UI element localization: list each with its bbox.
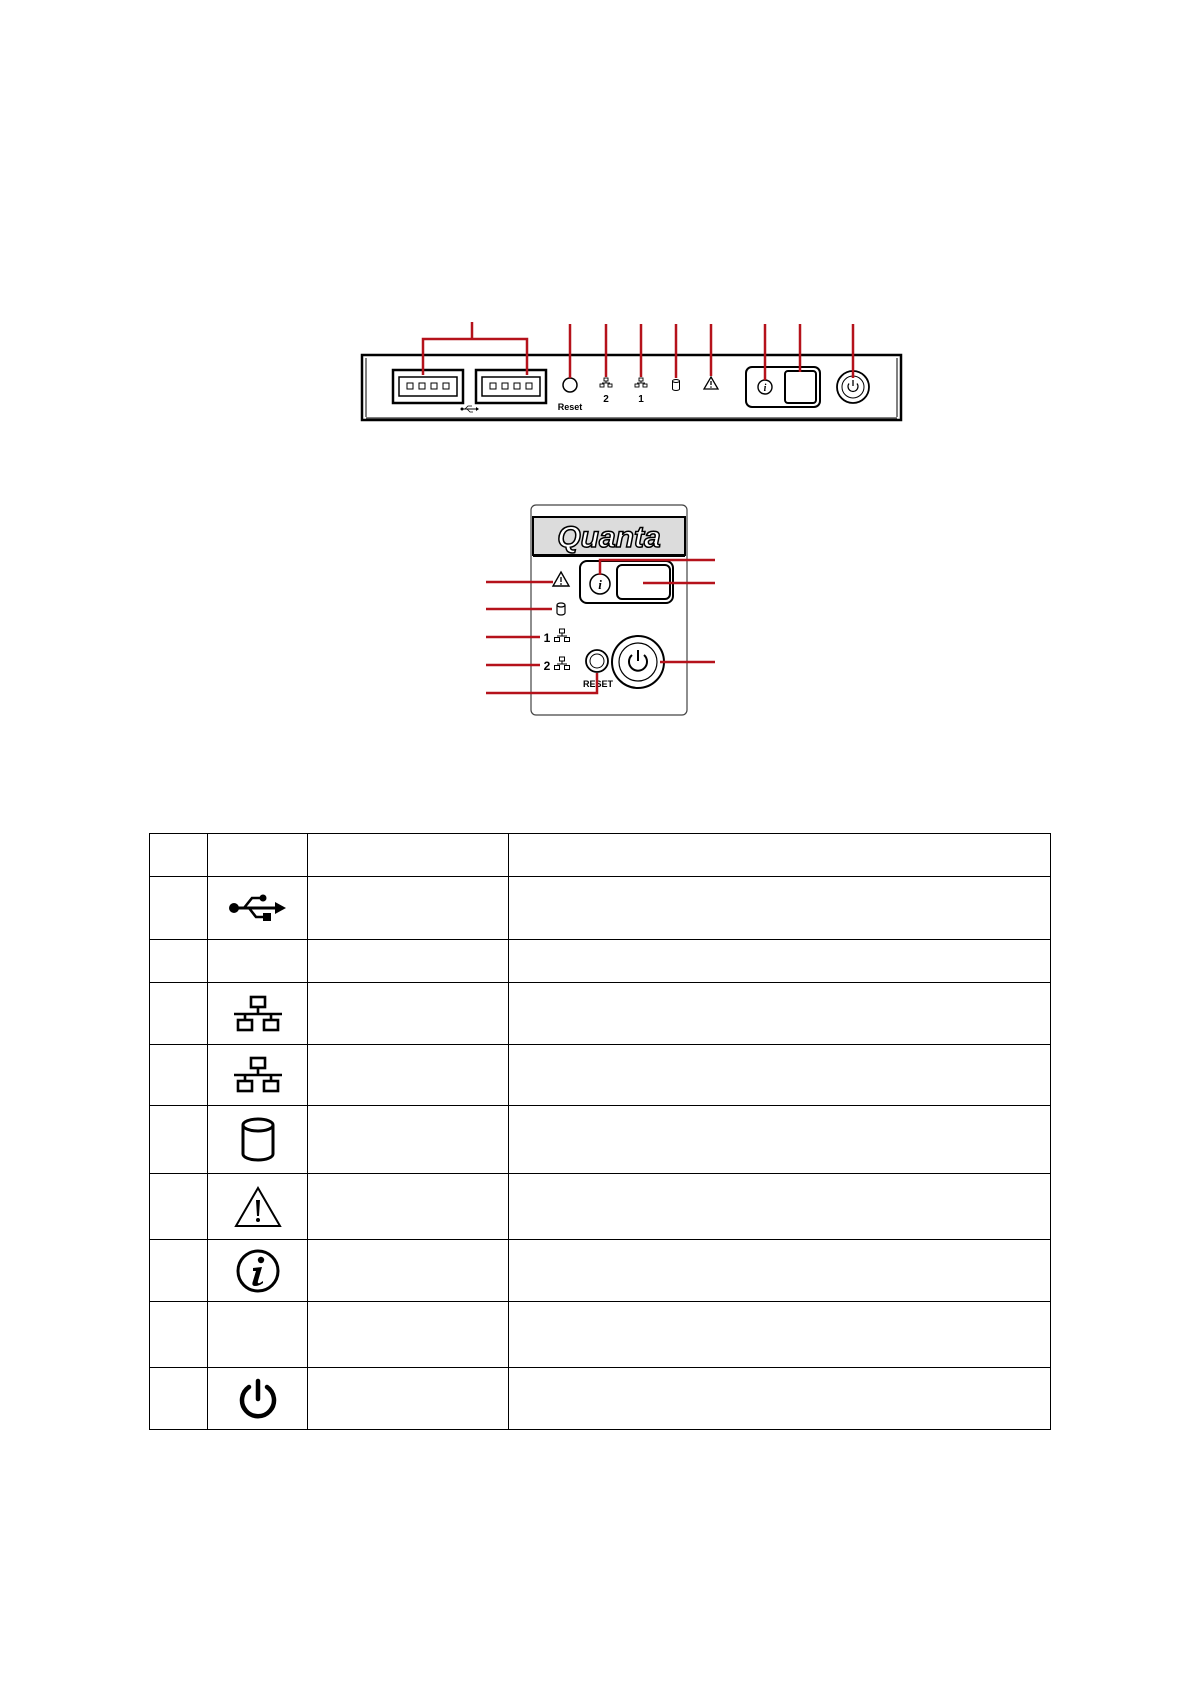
hdd-icon	[557, 603, 565, 615]
id-led-window	[785, 371, 816, 403]
warning-icon	[553, 572, 569, 586]
network-icon	[600, 378, 612, 387]
table-row	[150, 1302, 1051, 1368]
power-icon	[236, 1377, 280, 1421]
reset-label: RESET	[582, 679, 614, 689]
front-panel-figures	[0, 0, 1190, 830]
reset-button	[586, 650, 608, 672]
reset-button	[563, 378, 577, 392]
front-panel-1u	[362, 322, 901, 420]
row-no	[150, 1302, 208, 1368]
row-icon	[208, 940, 308, 983]
row-no	[150, 877, 208, 940]
usb-port	[393, 370, 463, 403]
lan2-label: 2	[543, 659, 551, 673]
hdd-icon	[673, 380, 680, 391]
lan1-label: 1	[543, 631, 551, 645]
info-icon	[235, 1248, 281, 1294]
row-no	[150, 1240, 208, 1302]
brand-logo: Quanta	[557, 521, 661, 554]
row-name	[308, 1368, 509, 1430]
row-no	[150, 1106, 208, 1174]
legend-table	[149, 833, 1051, 1430]
header-no	[150, 834, 208, 877]
row-no	[150, 983, 208, 1045]
network-icon	[232, 1056, 284, 1094]
table-row	[150, 877, 1051, 940]
svg-text:i: i	[598, 577, 602, 592]
table-row	[150, 1106, 1051, 1174]
table-row	[150, 983, 1051, 1045]
row-no	[150, 1174, 208, 1240]
front-panel-2u	[486, 505, 715, 715]
usb-icon	[228, 893, 288, 923]
row-description	[509, 940, 1051, 983]
row-name	[308, 877, 509, 940]
id-button-bezel	[746, 367, 820, 407]
header-name	[308, 834, 509, 877]
table-row	[150, 1240, 1051, 1302]
usb-icon	[461, 406, 480, 412]
row-name	[308, 1045, 509, 1106]
table-row	[150, 1368, 1051, 1430]
row-description	[509, 1106, 1051, 1174]
table-row	[150, 1045, 1051, 1106]
row-name	[308, 1302, 509, 1368]
row-icon	[208, 1302, 308, 1368]
table-row	[150, 940, 1051, 983]
header-description	[509, 834, 1051, 877]
lan1-label: 1	[638, 394, 644, 405]
row-name	[308, 983, 509, 1045]
table-row	[150, 1174, 1051, 1240]
row-description	[509, 1045, 1051, 1106]
table-header-row	[150, 834, 1051, 877]
svg-text:i: i	[763, 383, 767, 394]
network-icon	[555, 629, 570, 642]
power-button	[612, 636, 664, 688]
network-icon	[232, 995, 284, 1033]
hdd-icon	[240, 1117, 276, 1163]
reset-label: Reset	[557, 402, 583, 412]
network-icon	[555, 657, 570, 670]
row-no	[150, 1368, 208, 1430]
row-description	[509, 1368, 1051, 1430]
row-description	[509, 1240, 1051, 1302]
power-icon	[848, 380, 858, 391]
power-icon	[629, 650, 647, 671]
row-description	[509, 877, 1051, 940]
warning-icon	[233, 1185, 283, 1229]
usb-port	[476, 370, 546, 403]
warning-icon	[704, 377, 718, 389]
header-icon	[208, 834, 308, 877]
network-icon	[635, 378, 647, 387]
row-description	[509, 1302, 1051, 1368]
row-no	[150, 1045, 208, 1106]
row-name	[308, 1240, 509, 1302]
row-no	[150, 940, 208, 983]
lan2-label: 2	[603, 394, 609, 405]
row-description	[509, 983, 1051, 1045]
row-name	[308, 1174, 509, 1240]
row-name	[308, 1106, 509, 1174]
row-description	[509, 1174, 1051, 1240]
row-name	[308, 940, 509, 983]
